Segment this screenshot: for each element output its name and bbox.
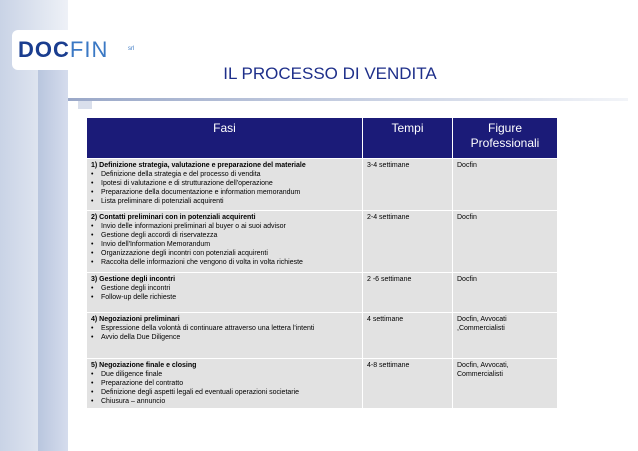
phase-bullet-item: • Chiusura – annuncio	[91, 397, 358, 406]
phase-bullets	[91, 170, 358, 206]
phase-cell	[87, 159, 363, 211]
table-row	[87, 313, 558, 359]
phase-cell	[87, 273, 363, 313]
phase-bullet-item: • Preparazione del contratto	[91, 379, 358, 388]
logo-wordmark: DOCFIN	[18, 37, 109, 62]
logo-suffix: srl	[128, 46, 135, 52]
phase-bullet-item: • Definizione della strategia e del processo di vendita	[91, 170, 358, 179]
phase-bullets	[91, 324, 358, 342]
figures-cell: Docfin	[453, 159, 558, 211]
phase-bullet-item: • Raccolta delle informazioni che vengono di volta in volta richieste	[91, 258, 358, 267]
phase-bullets	[91, 222, 358, 267]
phase-bullet-item: • Invio delle informazioni preliminari al buyer o ai suoi advisor	[91, 222, 358, 231]
phase-bullet-item: • Espressione della volontà di continuare attraverso una lettera l'intenti	[91, 324, 358, 333]
phase-bullet-item: • Preparazione della documentazione e information memorandum	[91, 188, 358, 197]
sales-process-table	[86, 117, 558, 409]
phase-title: 2) Contatti preliminari con in potenziali acquirenti	[91, 214, 256, 221]
phase-bullet-item: • Gestione degli incontri	[91, 284, 358, 293]
figures-cell: Docfin	[453, 273, 558, 313]
phase-bullet-item: • Organizzazione degli incontri con potenziali acquirenti	[91, 249, 358, 258]
time-cell: 2-4 settimane	[363, 211, 453, 273]
left-decorative-stripe	[38, 60, 68, 451]
phase-bullet-item: • Invio dell'Information Memorandum	[91, 240, 358, 249]
phase-bullet-item: • Definizione degli aspetti legali ed eventuali operazioni societarie	[91, 388, 358, 397]
phase-cell	[87, 359, 363, 409]
figures-cell: Docfin, Avvocati, Commercialisti	[453, 359, 558, 409]
phase-bullet-item: • Lista preliminare di potenziali acquirenti	[91, 197, 358, 206]
table-row	[87, 359, 558, 409]
time-cell: 3-4 settimane	[363, 159, 453, 211]
title-divider	[68, 98, 628, 101]
phase-bullet-item: • Due diligence finale	[91, 370, 358, 379]
figures-cell: Docfin, Avvocati ,Commercialisti	[453, 313, 558, 359]
phase-cell	[87, 313, 363, 359]
phase-title: 5) Negoziazione finale e closing	[91, 362, 197, 369]
time-cell: 2 -6 settimane	[363, 273, 453, 313]
table-row	[87, 273, 558, 313]
docfin-logo	[12, 30, 142, 70]
table-header-row	[87, 118, 558, 159]
header-figure-professionali: Figure Professionali	[453, 118, 558, 159]
phase-title: 1) Definizione strategia, valutazione e preparazione del materiale	[91, 162, 306, 169]
time-cell: 4 settimane	[363, 313, 453, 359]
header-fasi: Fasi	[87, 118, 363, 159]
phase-bullet-item: • Follow-up delle richieste	[91, 293, 358, 302]
phase-bullets	[91, 370, 358, 406]
table-row	[87, 159, 558, 211]
phase-bullet-item: • Avvio della Due Diligence	[91, 333, 358, 342]
table-row	[87, 211, 558, 273]
slide-title: IL PROCESSO DI VENDITA	[223, 64, 437, 83]
header-tempi: Tempi	[363, 118, 453, 159]
figures-cell: Docfin	[453, 211, 558, 273]
phase-bullets	[91, 284, 358, 302]
phase-title: 3) Gestione degli incontri	[91, 276, 176, 283]
phase-title: 4) Negoziazioni preliminari	[91, 316, 180, 323]
phase-cell	[87, 211, 363, 273]
phase-bullet-item: • Ipotesi di valutazione e di strutturazione dell'operazione	[91, 179, 358, 188]
time-cell: 4-8 settimane	[363, 359, 453, 409]
decorative-accent	[78, 101, 92, 109]
phase-bullet-item: • Gestione degli accordi di riservatezza	[91, 231, 358, 240]
